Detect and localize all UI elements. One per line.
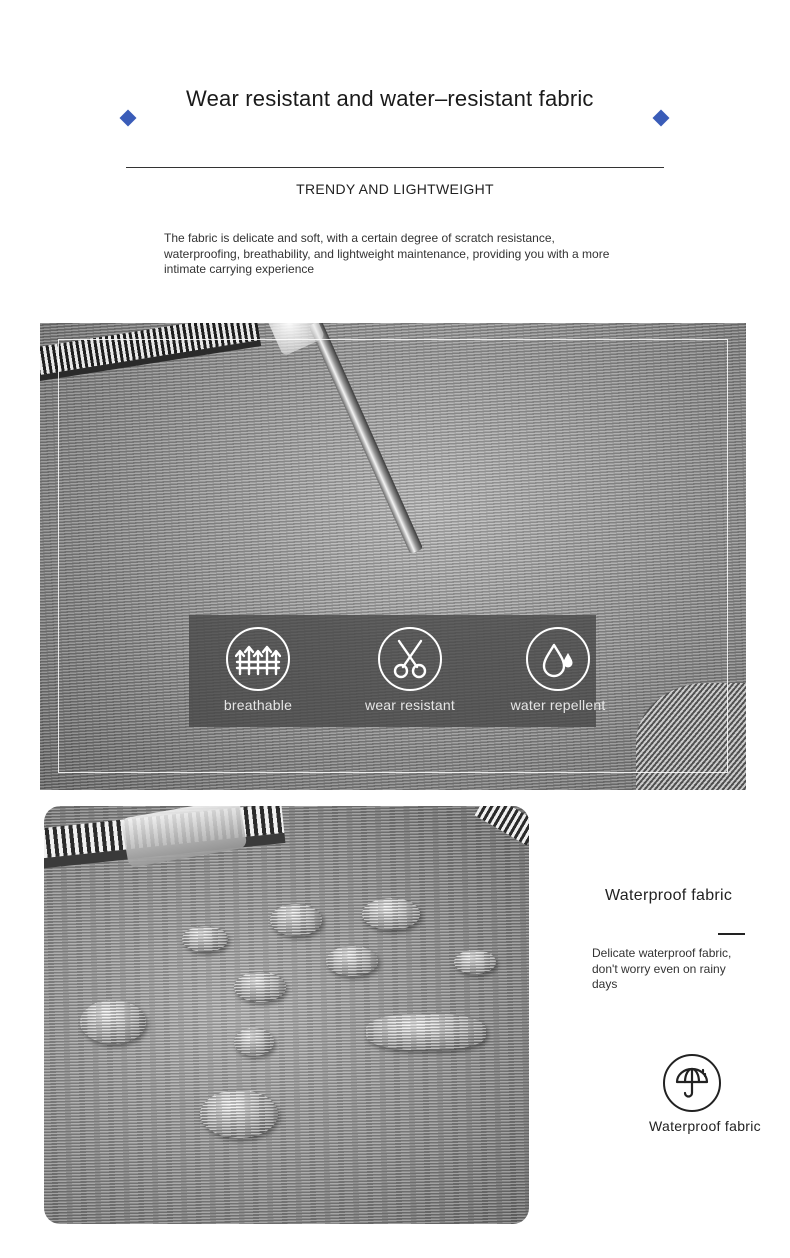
feature-label: wear resistant — [365, 697, 455, 713]
feature-item — [193, 627, 323, 713]
feature-label: breathable — [223, 697, 293, 713]
water-droplet — [182, 926, 228, 952]
feature-panel — [189, 615, 606, 727]
umbrella-icon — [663, 1054, 721, 1112]
diamond-icon — [653, 110, 670, 127]
water-droplet — [366, 1014, 486, 1050]
scissors-icon — [378, 627, 442, 691]
breathable-icon — [226, 627, 290, 691]
water-droplet — [234, 972, 286, 1002]
waterproof-badge-label: Waterproof fabric — [649, 1118, 761, 1134]
page-subtitle: TRENDY AND LIGHTWEIGHT — [296, 181, 494, 197]
intro-description: The fabric is delicate and soft, with a certain degree of scratch resistance, waterproofing, breathability, and lightweight maintenance, providing you with a more intimate carrying experience — [164, 231, 610, 276]
diamond-icon — [120, 110, 137, 127]
water-droplet — [200, 1090, 278, 1138]
water-droplet — [234, 1028, 274, 1056]
water-droplet — [80, 1000, 146, 1044]
feature-item — [493, 627, 623, 713]
zipper-graphic — [475, 806, 529, 845]
zipper-pull-graphic — [121, 806, 248, 868]
water-droplet — [454, 950, 496, 974]
water-droplets-photo — [44, 806, 529, 1224]
water-droplet — [362, 898, 420, 930]
feature-label: water repellent — [510, 697, 606, 713]
water-droplet — [270, 904, 322, 936]
water-drop-icon — [526, 627, 590, 691]
feature-item — [345, 627, 475, 713]
divider — [718, 933, 745, 935]
fabric-scratch-photo — [40, 323, 746, 790]
divider — [126, 167, 664, 168]
water-droplet — [326, 946, 378, 976]
waterproof-description: Delicate waterproof fabric, don't worry even on rainy days — [592, 946, 732, 991]
waterproof-title: Waterproof fabric — [605, 887, 733, 904]
page-title: Wear resistant and water–resistant fabric — [186, 86, 594, 111]
